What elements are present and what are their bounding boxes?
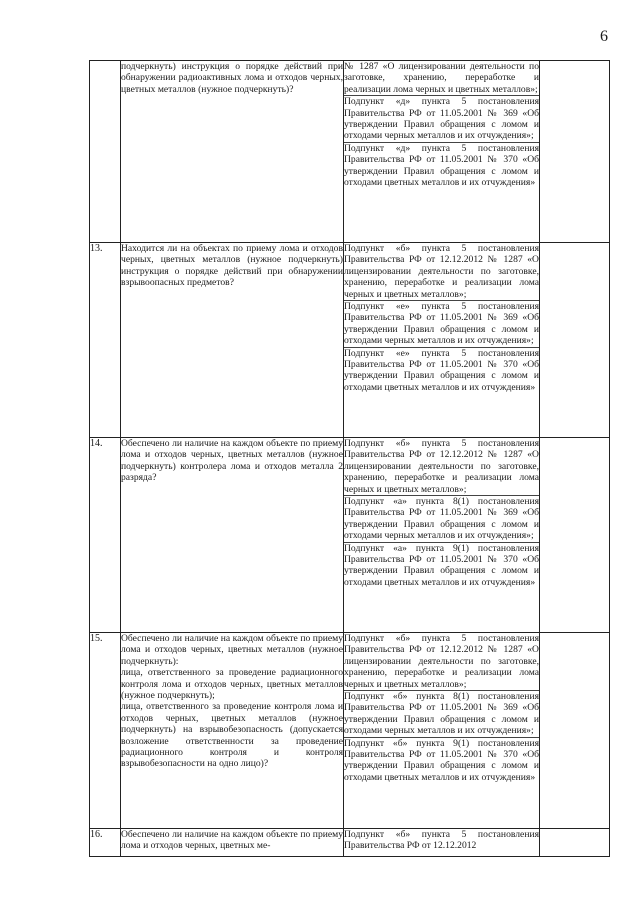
row-number: 15.	[90, 633, 121, 829]
row-number	[90, 61, 121, 243]
reference-paragraph: Подпункт «е» пункта 5 постановления Правительства РФ от 11.05.2001 № 369 «Об утверждении Правил обращения с ломом и отходами черных металлов и их отчуждения»;	[344, 301, 539, 347]
question-line: Обеспечено ли наличие на каждом объекте по приему лома и отходов черных, цветных металлов (нужное подчеркнуть):	[121, 633, 343, 667]
row-number: 14.	[90, 438, 121, 633]
reference-paragraph: Подпункт «б» пункта 5 постановления Правительства РФ от 12.12.2012 № 1287 «О лицензировании деятельности по заготовке, хранению, переработке и реализации лома черных и цветных металлов»;	[344, 438, 539, 495]
legal-references	[344, 438, 540, 633]
reference-paragraph: Подпункт «д» пункта 5 постановления Правительства РФ от 11.05.2001 № 369 «Об утверждении Правил обращения с ломом и отходами черных металлов и их отчуждения»;	[344, 96, 539, 142]
reference-paragraph: Подпункт «б» пункта 5 постановления Правительства РФ от 12.12.2012 № 1287 «О лицензировании деятельности по заготовке, хранению, переработке и реализации лома черных и цветных металлов»;	[344, 633, 539, 690]
legal-references	[344, 829, 540, 857]
reference-paragraph: Подпункт «е» пункта 5 постановления Правительства РФ от 11.05.2001 № 370 «Об утверждении Правил обращения с ломом и отходами цветных металлов и их отчуждения»	[344, 347, 539, 393]
reference-paragraph: Подпункт «б» пункта 9(1) постановления Правительства РФ от 11.05.2001 № 370 «Об утверждении Правил обращения с ломом и отходами цветных металлов и их отчуждения»	[344, 737, 539, 783]
question-line: лица, ответственного за проведение радиационного контроля лома и отходов черных, цветных металлов (нужное подчеркнуть);	[121, 667, 343, 702]
question-text: Обеспечено ли наличие на каждом объекте по приему лома и отходов черных, цветных металлов (нужное подчеркнуть) контролера лома и отходов металла 2 разряда?	[121, 438, 344, 633]
question-line: лица, ответственного за проведение контроля лома и отходов черных, цветных металлов (нужное подчеркнуть) на взрывобезопасность (допускается возложение ответственности за проведение радиационного контроля и контроля взрывобезопасности на одно лицо)?	[121, 701, 343, 770]
table-row	[90, 829, 610, 857]
page-number: 6	[600, 28, 608, 45]
reference-paragraph: Подпункт «д» пункта 5 постановления Правительства РФ от 11.05.2001 № 370 «Об утверждении Правил обращения с ломом и отходами цветных металлов и их отчуждения»	[344, 142, 539, 189]
answer-cell	[540, 829, 610, 857]
reference-paragraph: № 1287 «О лицензировании деятельности по заготовке, хранению, переработке и реализации лома черных и цветных металлов»;	[344, 61, 539, 95]
answer-cell	[540, 438, 610, 633]
question-text: подчеркнуть) инструкция о порядке действий при обнаружении радиоактивных лома и отходов черных, цветных металлов (нужное подчеркнуть)?	[121, 61, 344, 243]
question-text: Обеспечено ли наличие на каждом объекте по приему лома и отходов черных, цветных ме-	[121, 829, 344, 857]
reference-paragraph: Подпункт «б» пункта 5 постановления Правительства РФ от 12.12.2012	[344, 829, 539, 852]
question-text	[121, 633, 344, 829]
requirements-table	[89, 60, 610, 857]
table-row	[90, 61, 610, 243]
table-row	[90, 243, 610, 438]
answer-cell	[540, 633, 610, 829]
row-number: 13.	[90, 243, 121, 438]
legal-references	[344, 61, 540, 243]
reference-paragraph: Подпункт «а» пункта 9(1) постановления Правительства РФ от 11.05.2001 № 370 «Об утверждении Правил обращения с ломом и отходами цветных металлов и их отчуждения»	[344, 542, 539, 588]
table-row	[90, 633, 610, 829]
table-row	[90, 438, 610, 633]
answer-cell	[540, 243, 610, 438]
legal-references	[344, 243, 540, 438]
reference-paragraph: Подпункт «а» пункта 8(1) постановления Правительства РФ от 11.05.2001 № 369 «Об утверждении Правил обращения с ломом и отходами черных металлов и их отчуждения»;	[344, 496, 539, 542]
reference-paragraph: Подпункт «б» пункта 8(1) постановления Правительства РФ от 11.05.2001 № 369 «Об утверждении Правил обращения с ломом и отходами черных металлов и их отчуждения»;	[344, 691, 539, 737]
question-text: Находится ли на объектах по приему лома и отходов черных, цветных металлов (нужное подчеркнуть) инструкция о порядке действий при обнаружении взрывоопасных предметов?	[121, 243, 344, 438]
row-number: 16.	[90, 829, 121, 857]
legal-references	[344, 633, 540, 829]
answer-cell	[540, 61, 610, 243]
reference-paragraph: Подпункт «б» пункта 5 постановления Правительства РФ от 12.12.2012 № 1287 «О лицензировании деятельности по заготовке, хранению, переработке и реализации лома черных и цветных металлов»;	[344, 243, 539, 300]
